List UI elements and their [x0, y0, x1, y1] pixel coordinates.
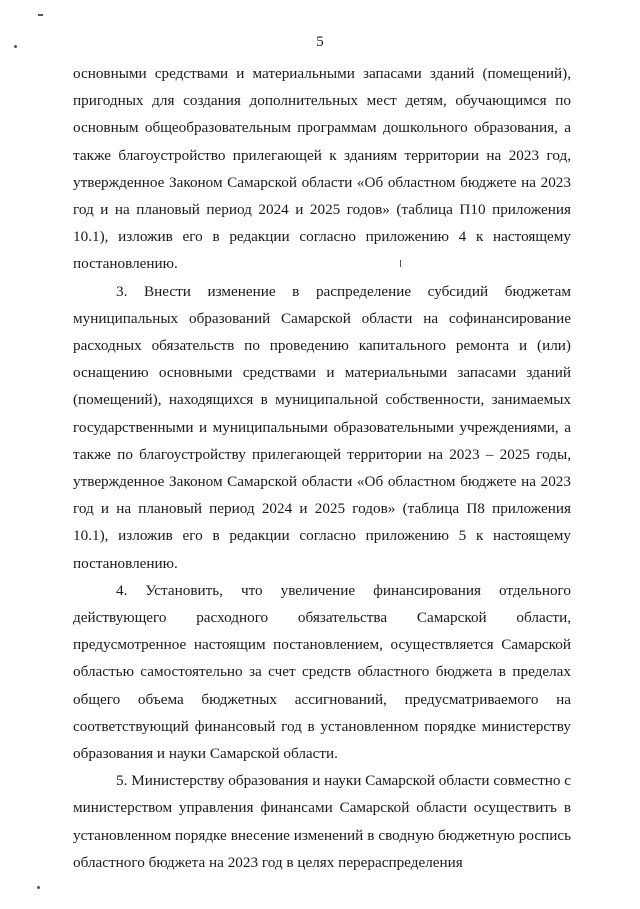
- page-number: 5: [316, 34, 324, 50]
- scan-mark-bottom: [37, 886, 40, 889]
- document-body: [73, 60, 571, 876]
- paragraph-1: основными средствами и материальными запасами зданий (помещений), пригодных для создания дополнительных мест детям, обучающимся по основным общеобразовательным программам дошкольного образования, а также благоустройство прилегающей к зданиям территории на 2023 год, утвержденное Законом Самарской области «Об областном бюджете на 2023 год и на плановый период 2024 и 2025 годов» (таблица П10 приложения 10.1), изложив его в редакции согласно приложению 4 к настоящему постановлению.: [73, 65, 571, 273]
- paragraph-4: 5. Министерству образования и науки Самарской области совместно с министерством управления финансами Самарской области осуществить в установленном порядке внесение изменений в сводную бюджетную роспись областного бюджета на 2023 год в целях перераспределения: [73, 772, 571, 871]
- paragraph-2: 3. Внести изменение в распределение субсидий бюджетам муниципальных образований Самарской области на софинансирование расходных обязательств по проведению капитального ремонта и (или) оснащению основными средствами и материальными запасами зданий (помещений), находящихся в муниципальной собственности, занимаемых государственными и муниципальными образовательными учреждениями, а также по благоустройству прилегающей территории на 2023 – 2025 годы, утвержденное Законом Самарской области «Об областном бюджете на 2023 год и на плановый период 2024 и 2025 годов» (таблица П8 приложения 10.1), изложив его в редакции согласно приложению 5 к настоящему постановлению.: [73, 282, 571, 572]
- scan-mark-top: [38, 14, 43, 16]
- paragraph-3: 4. Установить, что увеличение финансирования отдельного действующего расходного обязательства Самарской области, предусмотренное настоящим постановлением, осуществляется Самарской областью самостоятельно за счет средств областного бюджета в пределах общего объема бюджетных ассигнований, предусматриваемого на соответствующий финансовый год в установленном порядке министерству образования и науки Самарской области.: [73, 581, 571, 763]
